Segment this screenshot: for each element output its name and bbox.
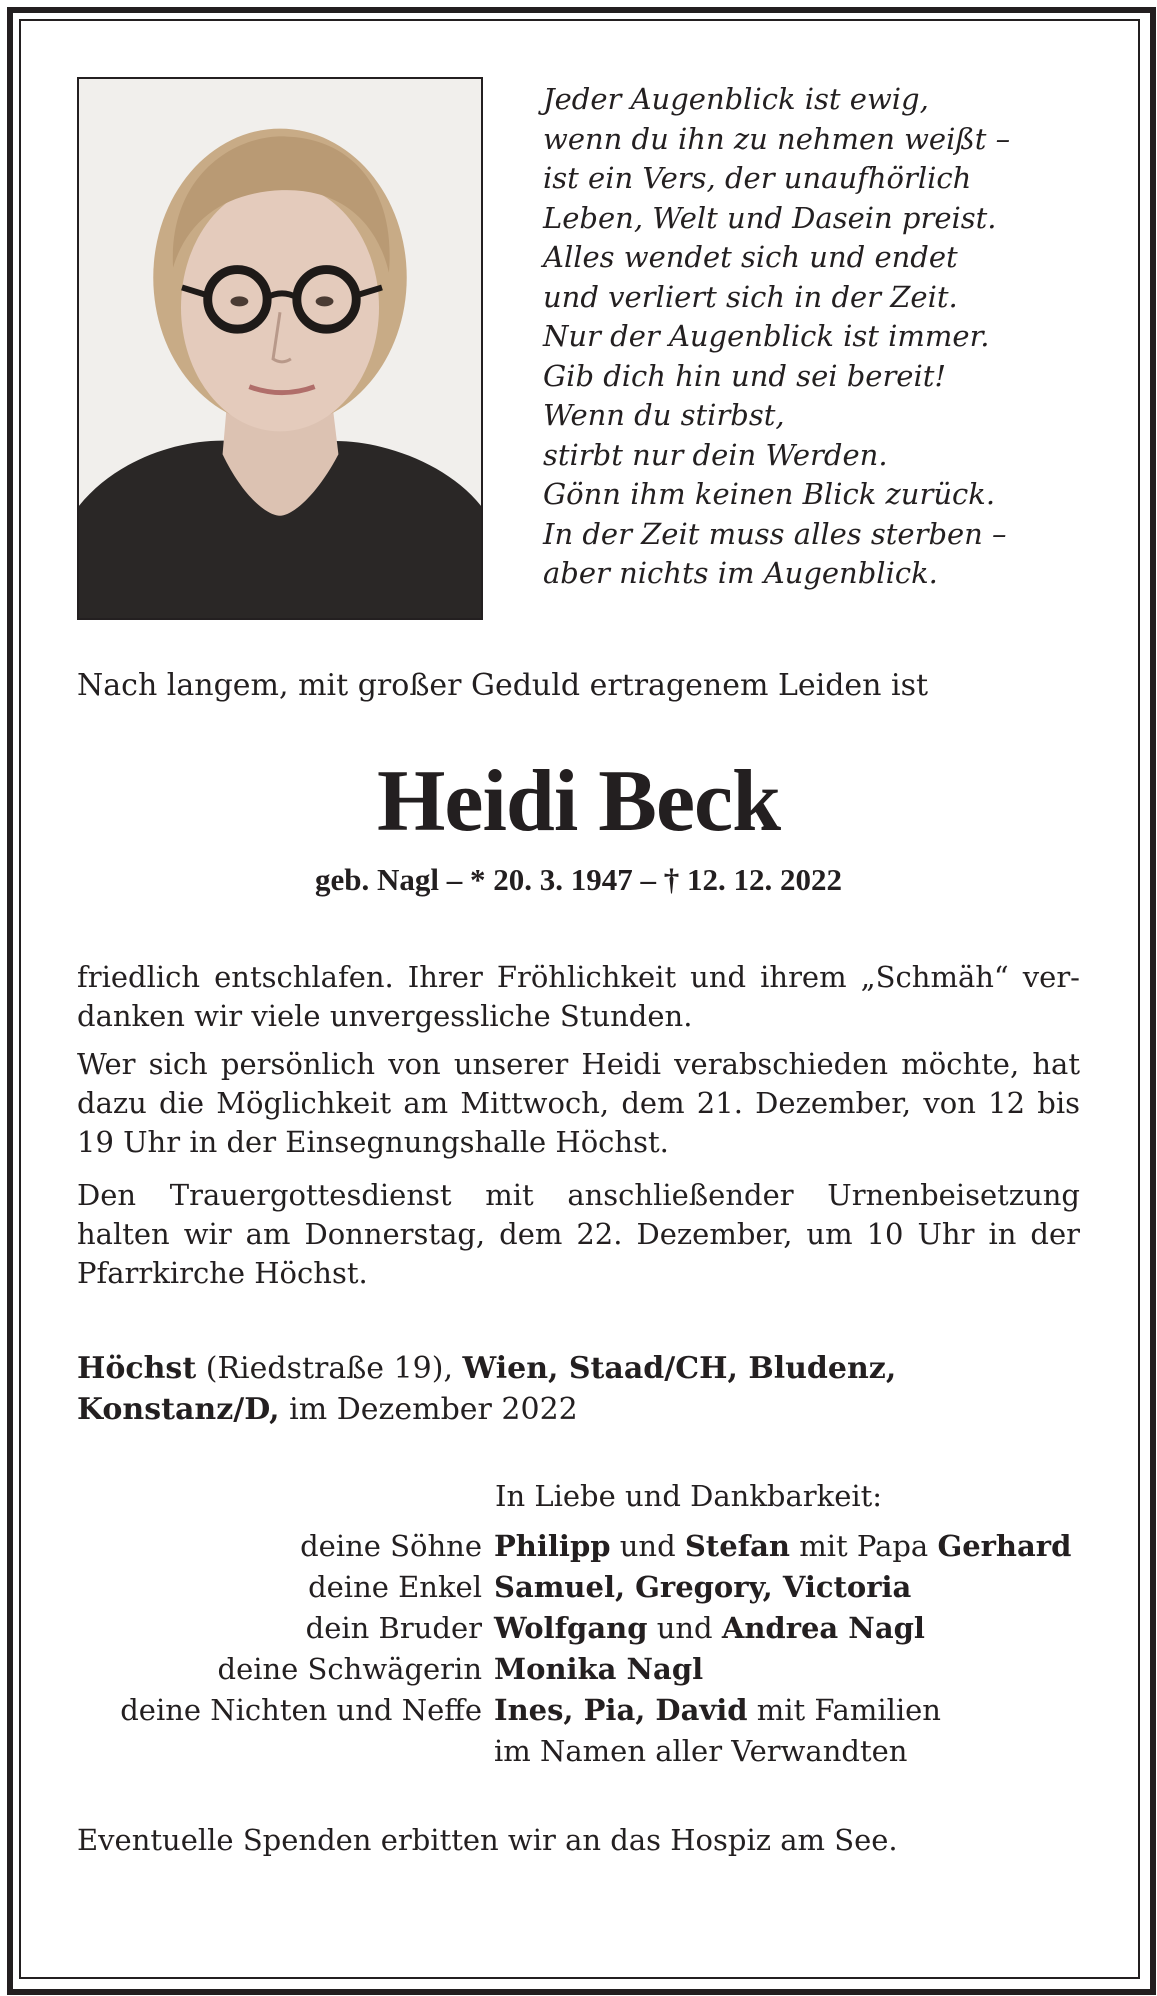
portrait-photo xyxy=(77,77,483,620)
signer-text: mit Familien xyxy=(756,1693,941,1727)
poem-line: In der Zeit muss alles sterben – xyxy=(543,516,1007,551)
intro-text: Nach langem, mit großer Geduld ertragenem Leiden ist xyxy=(77,668,929,703)
signer-relation: dein Bruder xyxy=(305,1611,482,1645)
paragraph-line: Wer sich persönlich von unserer Heidi verabschieden möchte, hat xyxy=(77,1047,1080,1081)
signer-row xyxy=(77,1529,1127,1570)
signer-relation: deine Nichten und Neffe xyxy=(120,1693,482,1727)
poem-line: ist ein Vers, der unaufhörlich xyxy=(543,161,972,195)
signer-row xyxy=(77,1570,1127,1611)
paragraph-line: friedlich entschlafen. Ihrer Fröhlichkeit und ihrem „Schmäh“ ver- xyxy=(77,960,1080,994)
signer-relation: deine Enkel xyxy=(308,1570,482,1604)
poem-line: aber nichts im Augenblick. xyxy=(543,556,938,590)
poem xyxy=(543,80,1103,594)
paragraph-line: dazu die Möglichkeit am Mittwoch, dem 21. Dezember, von 12 bis xyxy=(77,1086,1080,1120)
paragraph-passing xyxy=(77,958,1080,1036)
paragraph-line: danken wir viele unvergessliche Stunden. xyxy=(77,999,693,1033)
paragraph-farewell xyxy=(77,1045,1080,1162)
signer-row xyxy=(77,1652,1127,1693)
paragraph-line: halten wir am Donnerstag, dem 22. Dezember, um 10 Uhr in der xyxy=(77,1217,1080,1251)
signer-row xyxy=(77,1734,1127,1775)
signer-row xyxy=(77,1693,1127,1734)
place-others: Wien, Staad/CH, Bludenz, xyxy=(462,1351,897,1386)
poem-line: Jeder Augenblick ist ewig, xyxy=(543,82,929,116)
signer-name: Gerhard xyxy=(937,1529,1072,1563)
poem-line: Gib dich hin und sei bereit! xyxy=(543,358,947,393)
signer-name: Wolfgang xyxy=(494,1611,648,1645)
signer-name: Monika Nagl xyxy=(494,1652,704,1686)
signer-row xyxy=(77,1611,1127,1652)
signer-text: im Namen aller Verwandten xyxy=(494,1734,908,1768)
poem-line: Gönn ihm keinen Blick zurück. xyxy=(543,477,996,511)
signer-text: mit Papa xyxy=(799,1529,929,1563)
signer-relation: deine Schwägerin xyxy=(217,1652,482,1686)
signer-name: Samuel, Gregory, Victoria xyxy=(494,1570,912,1604)
poem-line: und verliert sich in der Zeit. xyxy=(543,279,958,314)
life-dates: geb. Nagl – * 20. 3. 1947 – † 12. 12. 2022 xyxy=(315,862,842,897)
poem-line: Alles wendet sich und endet xyxy=(543,240,958,274)
deceased-name: Heidi Beck xyxy=(376,753,781,850)
places-and-date xyxy=(77,1348,896,1430)
place-town: Höchst xyxy=(77,1351,197,1386)
poem-line: Nur der Augenblick ist immer. xyxy=(543,319,990,353)
poem-line: Wenn du stirbst, xyxy=(543,398,785,432)
signer-relation: deine Söhne xyxy=(300,1529,482,1563)
signer-text: und xyxy=(656,1611,713,1645)
signer-name: Stefan xyxy=(684,1529,790,1563)
notice-date: im Dezember 2022 xyxy=(289,1392,578,1427)
paragraph-line: Pfarrkirche Höchst. xyxy=(77,1256,368,1290)
signer-name: Ines, Pia, David xyxy=(494,1693,748,1727)
paragraph-line: Den Trauergottesdienst mit anschließender Urnenbeisetzung xyxy=(77,1178,1080,1212)
paragraph-service xyxy=(77,1176,1080,1293)
place-others: Konstanz/D, xyxy=(77,1392,280,1427)
signer-text: und xyxy=(619,1529,676,1563)
donation-note: Eventuelle Spenden erbitten wir an das Hospiz am See. xyxy=(77,1823,898,1857)
signer-name: Philipp xyxy=(494,1529,611,1563)
signers-list xyxy=(77,1529,1127,1775)
paragraph-line: 19 Uhr in der Einsegnungshalle Höchst. xyxy=(77,1125,669,1159)
poem-line: Leben, Welt und Dasein preist. xyxy=(543,200,997,235)
signer-name: Andrea Nagl xyxy=(721,1611,925,1645)
poem-line: wenn du ihn zu nehmen weißt – xyxy=(543,121,1011,156)
signature-heading: In Liebe und Dankbarkeit: xyxy=(495,1479,883,1513)
poem-line: stirbt nur dein Werden. xyxy=(543,437,888,472)
place-address: (Riedstraße 19), xyxy=(205,1351,453,1386)
